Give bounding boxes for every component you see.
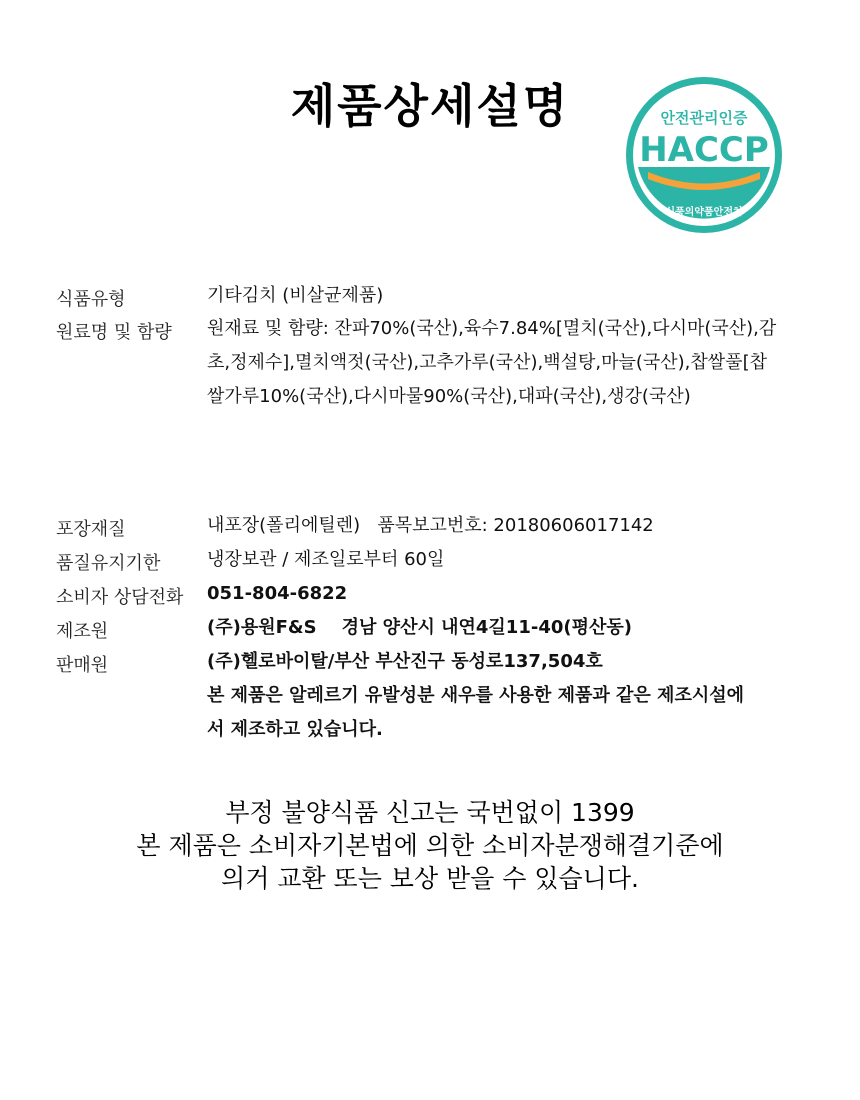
- food-type-value: 기타김치 (비살균제품): [207, 285, 384, 306]
- packaging-value: 내포장(폴리에틸렌) 품목보고번호: 20180606017142: [207, 515, 654, 536]
- badge-main-text: HACCP: [639, 130, 769, 170]
- seller-value: (주)헬로바이탈/부산 부산진구 동성로137,504호: [207, 651, 603, 672]
- shelf-life-label: 품질유지기한: [56, 553, 161, 574]
- seller-label: 판매원: [56, 655, 109, 676]
- ingredients-line: 원재료 및 함량: 잔파70%(국산),육수7.84%[멸치(국산),다시마(국산),감: [207, 318, 777, 339]
- phone-label: 소비자 상담전화: [56, 587, 184, 608]
- notice-line: 부정 불양식품 신고는 국번없이 1399: [225, 798, 635, 827]
- haccp-badge: [624, 75, 784, 235]
- ingredients-value: [207, 312, 807, 414]
- phone-value: 051-804-6822: [207, 583, 348, 604]
- allergy-line: 본 제품은 알레르기 유발성분 새우를 사용한 제품과 같은 제조시설에: [207, 685, 744, 706]
- packaging-label: 포장재질: [56, 519, 126, 540]
- manufacturer-value: (주)용원F&S 경남 양산시 내연4길11-40(평산동): [207, 617, 632, 638]
- notice-line: 의거 교환 또는 보상 받을 수 있습니다.: [221, 864, 639, 893]
- ingredients-line: 쌀가루10%(국산),다시마물90%(국산),대파(국산),생강(국산): [207, 386, 691, 407]
- badge-bottom-text: 식품의약품안전처: [665, 207, 743, 218]
- badge-top-text: 안전관리인증: [660, 109, 748, 127]
- notice-line: 본 제품은 소비자기본법에 의한 소비자분쟁해결기준에: [136, 831, 724, 860]
- allergy-text: [207, 679, 807, 747]
- ingredients-line: 초,정제수],멸치액젓(국산),고추가루(국산),백설탕,마늘(국산),찹쌀풀[찹: [207, 352, 767, 373]
- consumer-notice: [0, 796, 860, 895]
- allergy-line: 서 제조하고 있습니다.: [207, 719, 383, 740]
- manufacturer-label: 제조원: [56, 621, 109, 642]
- food-type-label: 식품유형: [56, 289, 126, 310]
- ingredients-label: 원료명 및 함량: [56, 322, 172, 343]
- shelf-life-value: 냉장보관 / 제조일로부터 60일: [207, 549, 445, 570]
- page-title: 제품상세설명: [290, 79, 570, 133]
